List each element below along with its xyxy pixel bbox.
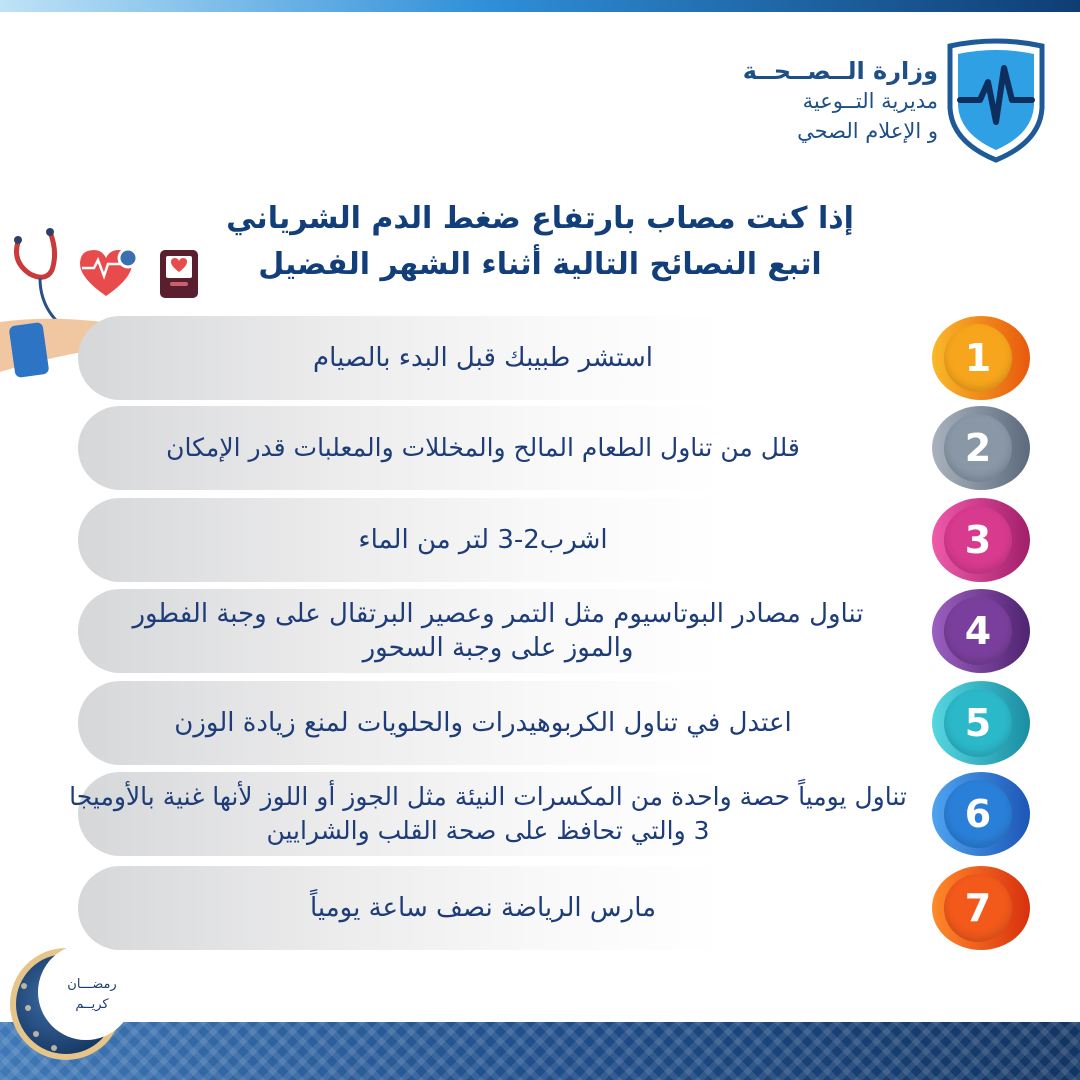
tip-text: اشرب2-3 لتر من الماء: [358, 525, 608, 555]
tip-text: مارس الرياضة نصف ساعة يومياً: [309, 893, 657, 923]
heartbeat-shield-icon: [944, 38, 1048, 164]
tip-number-badge-7: [932, 866, 1030, 950]
ministry-name: وزارة الــصــحــة: [742, 57, 938, 85]
tip-number: 5: [944, 689, 1012, 757]
tip-number-badge-2: [932, 406, 1030, 490]
crescent-moon-icon: [6, 938, 134, 1070]
ministry-logo-text: [743, 56, 938, 146]
tip-number-badge-6: [932, 772, 1030, 856]
tip-number: 1: [944, 324, 1012, 392]
page-title: [150, 196, 930, 288]
tip-number-badge-5: [932, 681, 1030, 765]
tip-text: تناول مصادر البوتاسيوم مثل التمر وعصير البرتقال على وجبة الفطور والموز على وجبة السحور: [132, 599, 864, 663]
tip-number: 4: [944, 597, 1012, 665]
directorate-name-2: و الإعلام الصحي: [797, 119, 938, 143]
tip-number: 3: [944, 506, 1012, 574]
tip-item-3: [78, 498, 958, 582]
title-line-1: إذا كنت مصاب بارتفاع ضغط الدم الشرياني: [226, 201, 854, 236]
ramadan-text-2: كريــم: [75, 997, 109, 1012]
directorate-name: مديرية التــوعية: [802, 89, 938, 113]
tip-item-1: [78, 316, 958, 400]
tip-item-5: [78, 681, 958, 765]
tip-item-6: [69, 772, 958, 856]
tip-number-badge-3: [932, 498, 1030, 582]
title-line-2: اتبع النصائح التالية أثناء الشهر الفضيل: [258, 247, 822, 282]
tip-item-2: [78, 406, 958, 490]
tip-text: تناول يومياً حصة واحدة من المكسرات النيئة مثل الجوز أو اللوز لأنها غنية بالأوميجا 3 والتي تحافظ على صحة القلب والشرايين: [69, 782, 907, 845]
tip-item-7: [78, 866, 958, 950]
tip-text: استشر طبيبك قبل البدء بالصيام: [313, 343, 653, 373]
tip-number: 2: [944, 414, 1012, 482]
tip-number-badge-4: [932, 589, 1030, 673]
bottom-pattern-stripe: [0, 1022, 1080, 1080]
tip-item-4: [78, 589, 958, 673]
tip-text: قلل من تناول الطعام المالح والمخللات والمعلبات قدر الإمكان: [166, 433, 800, 462]
tip-number-badge-1: [932, 316, 1030, 400]
blood-pressure-monitor-icon: [160, 250, 198, 298]
tip-text: اعتدل في تناول الكربوهيدرات والحلويات لمنع زيادة الوزن: [174, 708, 792, 738]
top-stripe: [0, 0, 1080, 12]
heart-icon: [80, 249, 137, 296]
tip-number: 6: [944, 780, 1012, 848]
tip-number: 7: [944, 874, 1012, 942]
ramadan-text-1: رمضـــان: [67, 977, 117, 992]
